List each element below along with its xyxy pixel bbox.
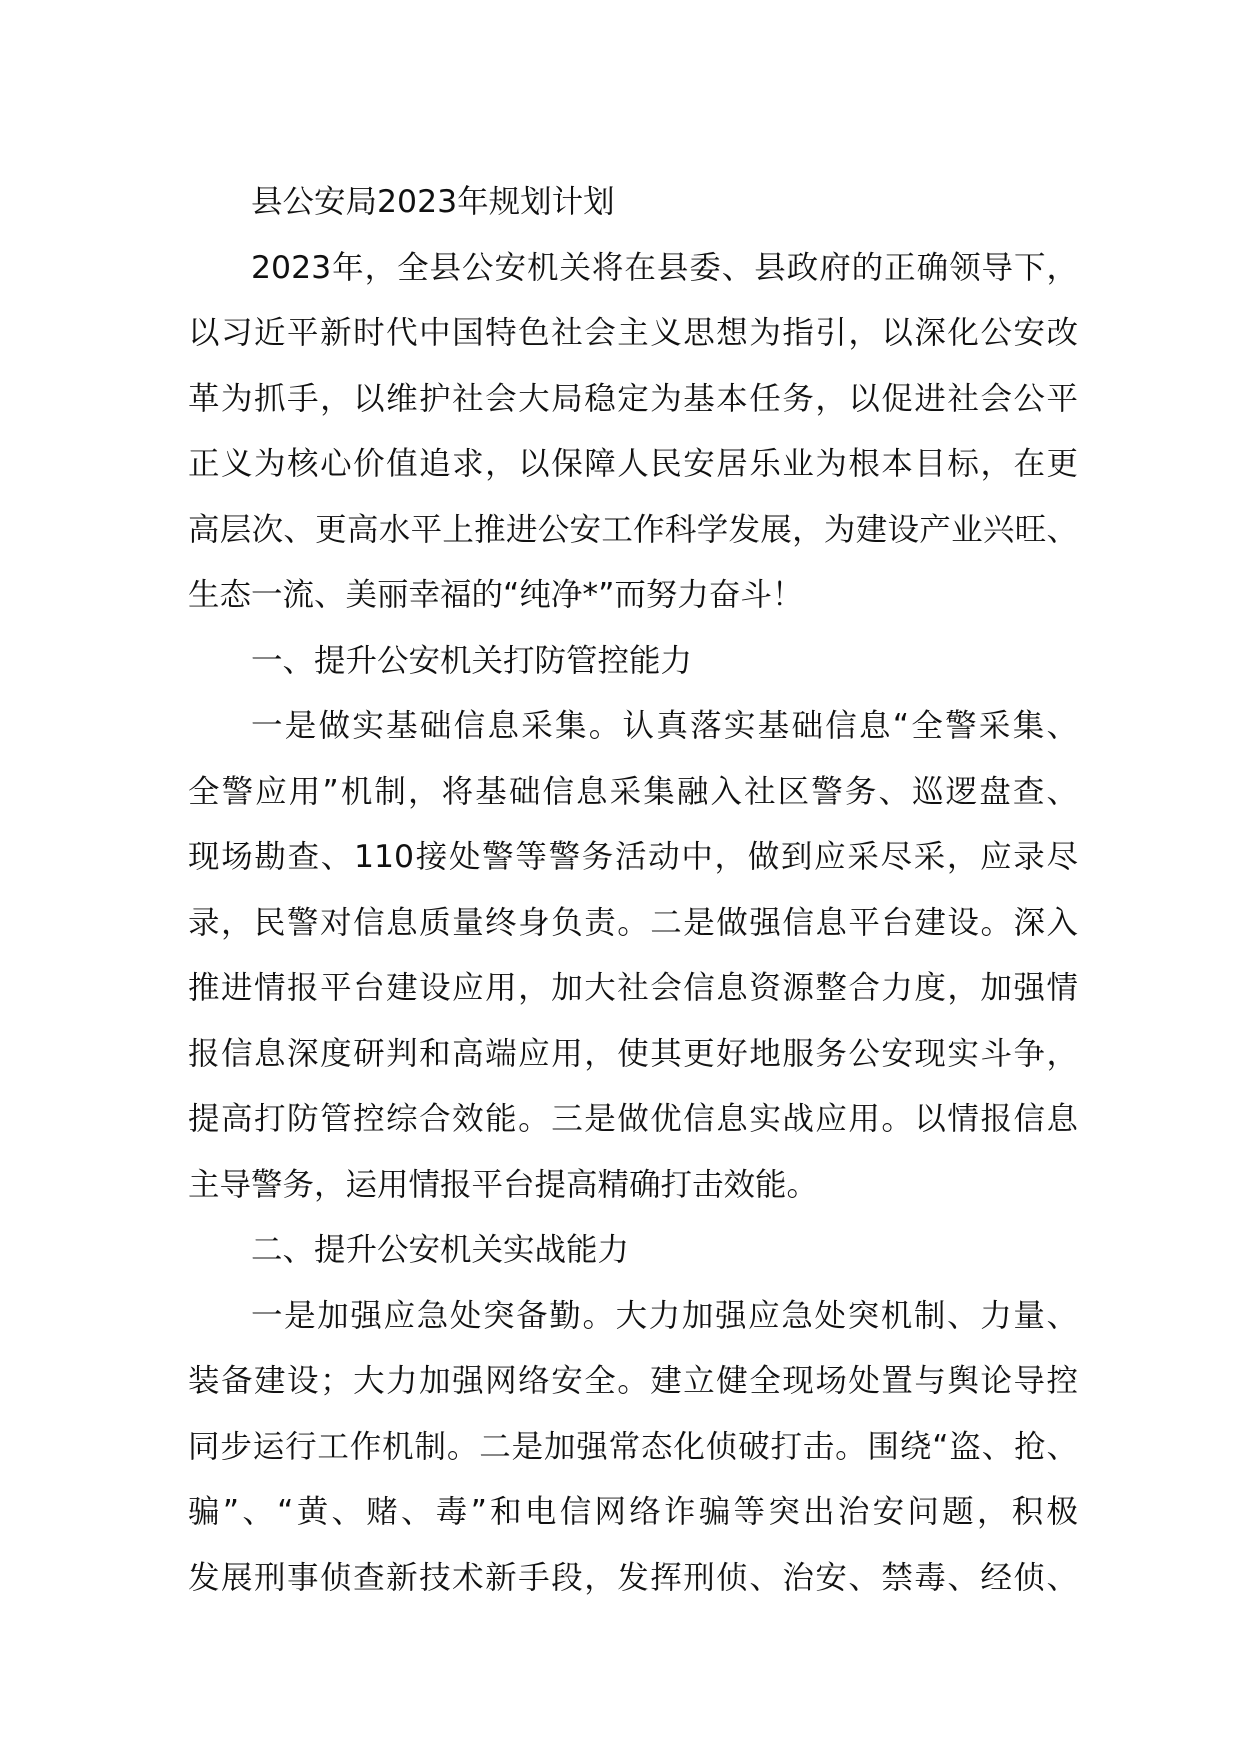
- paragraph-line: 2023年，全县公安机关将在县委、县政府的正确领导下，: [251, 249, 1078, 286]
- paragraph-line: 正义为核心价值追求，以保障人民安居乐业为根本目标，在更: [188, 446, 1078, 482]
- paragraph-line: 一是做实基础信息采集。认真落实基础信息“全警采集、: [251, 708, 1078, 744]
- paragraph-line: 同步运行工作机制。二是加强常态化侦破打击。围绕“盗、抢、: [188, 1428, 1078, 1465]
- paragraph-line: 一是加强应急处突备勤。大力加强应急处突机制、力量、: [251, 1297, 1078, 1334]
- paragraph-line: 全警应用”机制，将基础信息采集融入社区警务、巡逻盘查、: [188, 773, 1078, 810]
- paragraph-line: 以习近平新时代中国特色社会主义思想为指引，以深化公安改: [188, 315, 1078, 351]
- paragraph-line: 推进情报平台建设应用，加大社会信息资源整合力度，加强情: [188, 970, 1078, 1006]
- paragraph-line: 骗”、“黄、赌、毒”和电信网络诈骗等突出治安问题，积极: [188, 1494, 1078, 1530]
- paragraph-line: 革为抓手，以维护社会大局稳定为基本任务，以促进社会公平: [188, 380, 1078, 417]
- document-title: 县公安局2023年规划计划: [251, 184, 615, 220]
- section-heading-2: 二、提升公安机关实战能力: [251, 1232, 630, 1268]
- paragraph-line: 发展刑事侦查新技术新手段，发挥刑侦、治安、禁毒、经侦、: [188, 1559, 1078, 1596]
- document-page: [188, 170, 1078, 1611]
- paragraph-line: 主导警务，运用情报平台提高精确打击效能。: [188, 1166, 819, 1203]
- paragraph-line: 报信息深度研判和高端应用，使其更好地服务公安现实斗争，: [188, 1035, 1078, 1072]
- paragraph-line: 提高打防管控综合效能。三是做优信息实战应用。以情报信息: [188, 1101, 1078, 1137]
- intro-paragraph: [188, 236, 1078, 629]
- paragraph-line: 高层次、更高水平上推进公安工作科学发展，为建设产业兴旺、: [188, 511, 1078, 548]
- section-heading-1: 一、提升公安机关打防管控能力: [251, 642, 693, 679]
- paragraph-line: 生态一流、美丽幸福的“纯净*”而努力奋斗！: [188, 577, 804, 613]
- paragraph-line: 现场勘查、110接处警等警务活动中，做到应采尽采，应录尽: [188, 839, 1078, 875]
- section-2-paragraph: [188, 1284, 1078, 1612]
- section-1-paragraph: [188, 694, 1078, 1218]
- paragraph-line: 录，民警对信息质量终身负责。二是做强信息平台建设。深入: [188, 904, 1078, 941]
- paragraph-line: 装备建设；大力加强网络安全。建立健全现场处置与舆论导控: [188, 1363, 1078, 1399]
